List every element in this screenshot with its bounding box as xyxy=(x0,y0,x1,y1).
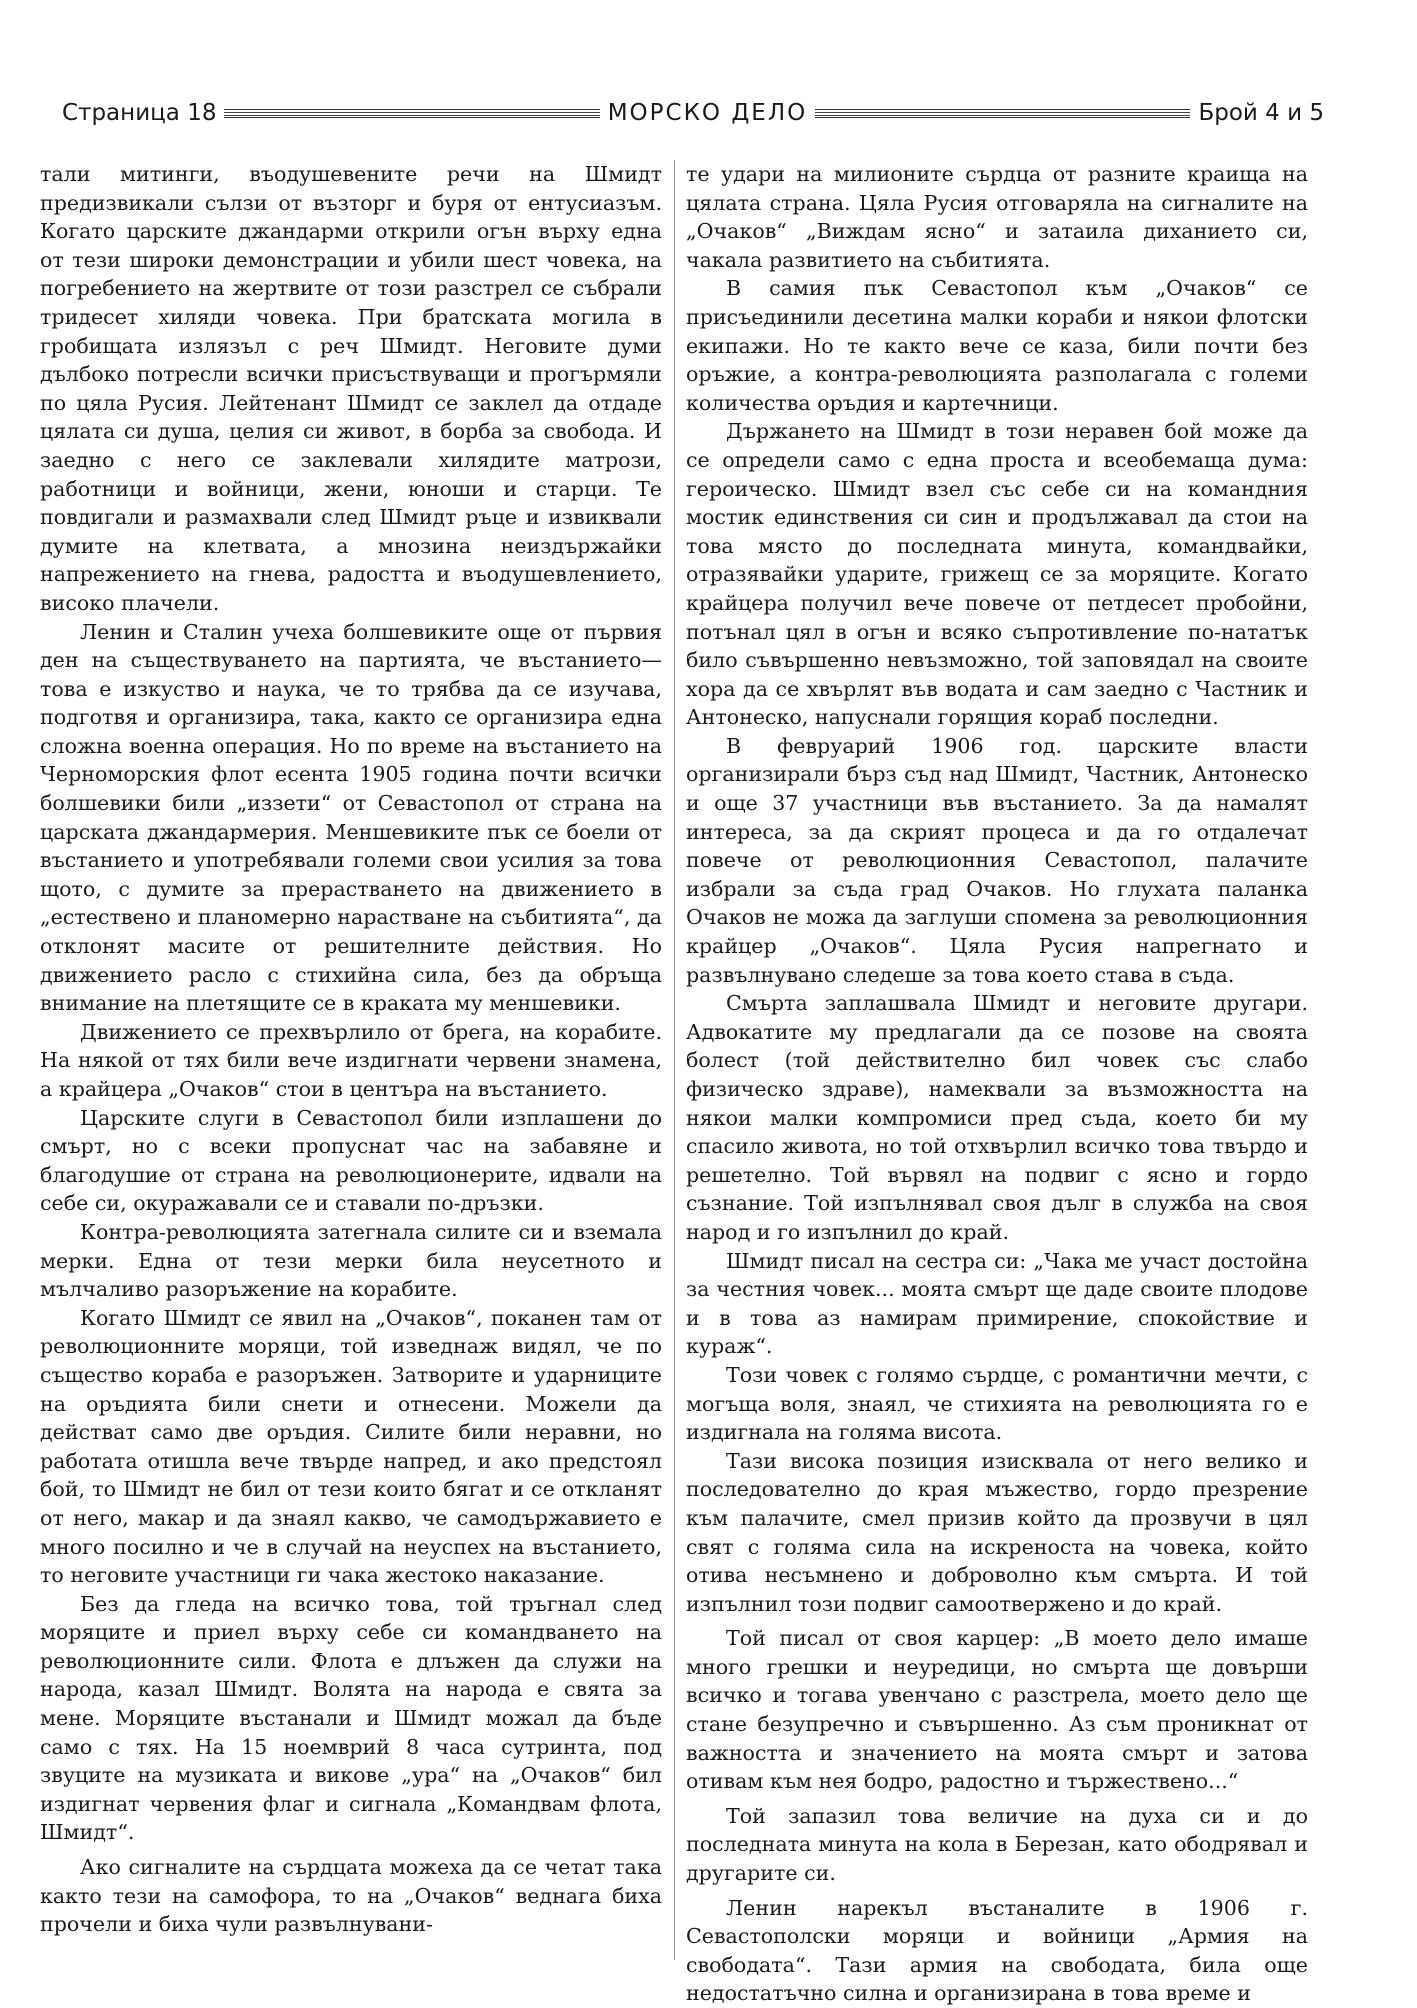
paragraph: Шмидт писал на сестра си: „Чака ме участ достойна за честния човек... моята смърт ще даде своите плодове и в това аз намирам примирение, спокойствие и кураж“. xyxy=(686,1248,1308,1359)
column-divider xyxy=(674,160,675,1960)
header-rule-right xyxy=(815,109,1190,118)
page-number: Страница 18 xyxy=(62,100,217,126)
paragraph: Без да гледа на всичко това, той тръгнал след моряците и приел върху себе си командването на революционните сили. Флота е длъжен да служи на народа, казал Шмидт. Волята на народа е свята за мене. Моряците въстанали и Шмидт можал да бъде само с тях. На 15 ноемврий 8 часа сутринта, под звуците на музиката и викове „ура“ на „Очаков“ бил издигнат червения флаг и сигнала „Командвам флота, Шмидт“. xyxy=(40,1591,662,1845)
publication-title: МОРСКО ДЕЛО xyxy=(607,100,808,126)
right-column xyxy=(686,160,1308,2008)
issue-number: Брой 4 и 5 xyxy=(1198,100,1325,126)
paragraph: Движението се прехвърлило от брега, на корабите. На някой от тях били вече издигнати червени знамена, а крайцера „Очаков“ стои в центъра на въстанието. xyxy=(40,1019,662,1101)
paragraph: Държането на Шмидт в този неравен бой може да се определи само с една проста и всеобемаща дума: героическо. Шмидт взел със себе си на командния мостик единствения си син и продължавал да стои на това място до последната минута, командвайки, отразявайки ударите, грижещ се за моряците. Когато крайцера получил вече повече от петдесет пробойни, потънал цял в огън и всяко съпротивление по-нататък било съвършенно невъзможно, той заповядал на своите хора да се хвърлят във водата и сам заедно с Частник и Антонеско, напуснали горящия кораб последни. xyxy=(686,419,1308,730)
paragraph: Контра-революцията затегнала силите си и вземала мерки. Една от тези мерки била неусетното и мълчаливо разоръжение на корабите. xyxy=(40,1219,662,1302)
paragraph: Ако сигналите на сърдцата можеха да се четат така както тези на самофора, то на „Очаков“ веднага биха прочели и биха чули развълнувани- xyxy=(40,1855,662,1937)
paragraph: В февруарий 1906 год. царските власти организирали бърз съд над Шмидт, Частник, Антонеско и още 37 участници във въстанието. За да намалят интереса, за да скрият процеса и да го отдалечат повече от революционния Севастопол, палачите избрали за съда град Очаков. Но глухата паланка Очаков не можа да заглуши спомена за революционния крайцер „Очаков“. Цяла Русия напрегнато и развълнувано следеше за това което става в съда. xyxy=(686,733,1308,987)
paragraph: Смърта заплашвала Шмидт и неговите другари. Адвокатите му предлагали да се позове на своята болест (той действително бил човек със слабо физическо здраве), намеквали за възможността на някои малки компромиси пред съда, което би му спасило живота, но той отхвърлил всичко това твърдо и решетелно. Той вървял на подвиг с ясно и гордо съзнание. Той изпълнявал своя дълг в служба на своя народ и го изпълнил до край. xyxy=(686,991,1308,1244)
paragraph: Той писал от своя карцер: „В моето дело имаше много грешки и неуредици, но смърта ще довърши всичко и тогава увенчано с разстрела, моето дело ще стане безупречно и съвършенно. Аз съм проникнат от важността и значението на моята смърт и затова отивам към нея бодро, радостно и тържествено...“ xyxy=(686,1626,1308,1794)
paragraph: Ленин нарекъл въстаналите в 1906 г. Севастополски моряци и войници „Армия на свободата“. Тази армия на свободата, била още недостатъчно силна и организирана в това време и xyxy=(686,1895,1308,2006)
paragraph: Ленин и Сталин учеха болшевиките още от първия ден на съществуването на партията, че въстанието—това е изкуство и наука, че то трябва да се изучава, подготвя и организира, така, както се организира една сложна военна операция. Но по време на въстанието на Черноморския флот есента 1905 година почти всички болшевики били „иззети“ от Севастопол от страна на царската джандармерия. Меншевиките пък се боели от въстанието и употребявали големи свои усилия за това щото, с думите за прерастването на движението в „естествено и планомерно нарастване на събитията“, да отклонят масите от решителните действия. Но движението расло с стихийна сила, без да обръща внимание на плетящите се в краката му меншевики. xyxy=(40,619,662,1016)
page-header xyxy=(62,96,1324,130)
header-rule-left xyxy=(224,109,599,118)
paragraph: В самия пък Севастопол към „Очаков“ се присъединили десетина малки кораби и някои флотски екипажи. Но те както вече се каза, били почти без оръжие, а контра-революцията разполагала с големи количества оръдия и картечници. xyxy=(686,276,1308,415)
paragraph: те удари на милионите сърдца от разните краища на цялата страна. Цяла Русия отговаряла на сигналите на „Очаков“ „Виждам ясно“ и затаила диханието си, чакала развитието на събитията. xyxy=(686,162,1308,272)
paragraph: Царските слуги в Севастопол били изплашени до смърт, но с всеки пропуснат час на забавяне и благодушие от страна на революционерите, идвали на себе си, окуражавали се и ставали по-дръзки. xyxy=(40,1105,662,1216)
paragraph: тали митинги, въодушевените речи на Шмидт предизвикали сълзи от възторг и буря от ентусиазъм. Когато царските джандарми открили огън върху една от тези широки демонстрации и убили шест човека, на погребението на жертвите от този разстрел се събрали тридесет хиляди човека. При братската могила в гробищата излязъл с реч Шмидт. Неговите думи дълбоко потресли всички присъствуващи и прогърмяли по цяла Русия. Лейтенант Шмидт се заклел да отдаде цялата си душа, целия си живот, в борба за свобода. И заедно с него се заклевали хилядите матрози, работници и войници, жени, юноши и старци. Те повдигали и размахвали след Шмидт ръце и извиквали думите на клетвата, а мнозина неиздържайки напрежението на гнева, радостта и въодушевлението, високо плачели. xyxy=(40,162,662,615)
paragraph: Този човек с голямо сърдце, с романтични мечти, с могъща воля, знаял, че стихията на революцията го е издигнала на голяма висота. xyxy=(686,1362,1308,1445)
left-column xyxy=(40,160,662,1939)
paragraph: Той запазил това величие на духа си и до последната минута на кола в Березан, като ободрявал и другарите си. xyxy=(686,1803,1308,1886)
paragraph: Когато Шмидт се явил на „Очаков“, поканен там от революционните моряци, той изведнаж видял, че по същество кораба е разоръжен. Затворите и ударниците на оръдията били снети и отнесени. Можели да действат само две оръдия. Силите били неравни, но работата отишла вече твърде напред, и ако предстоял бой, то Шмидт не бил от тези които бягат и се откланят от него, макар и да знаял какво, че самодържавието е много посилно и че в случай на неуспех на въстанието, то неговите участници ги чака жестоко наказание. xyxy=(40,1305,662,1588)
paragraph: Тази висока позиция изисквала от него велико и последователно до края мъжество, гордо презрение към палачите, смел призив който да прозвучи в цял свят с голяма сила на искреноста на човека, който отива несъмнено и доброволно към смърта. И той изпълнил този подвиг самоотвержено и до край. xyxy=(686,1448,1308,1616)
